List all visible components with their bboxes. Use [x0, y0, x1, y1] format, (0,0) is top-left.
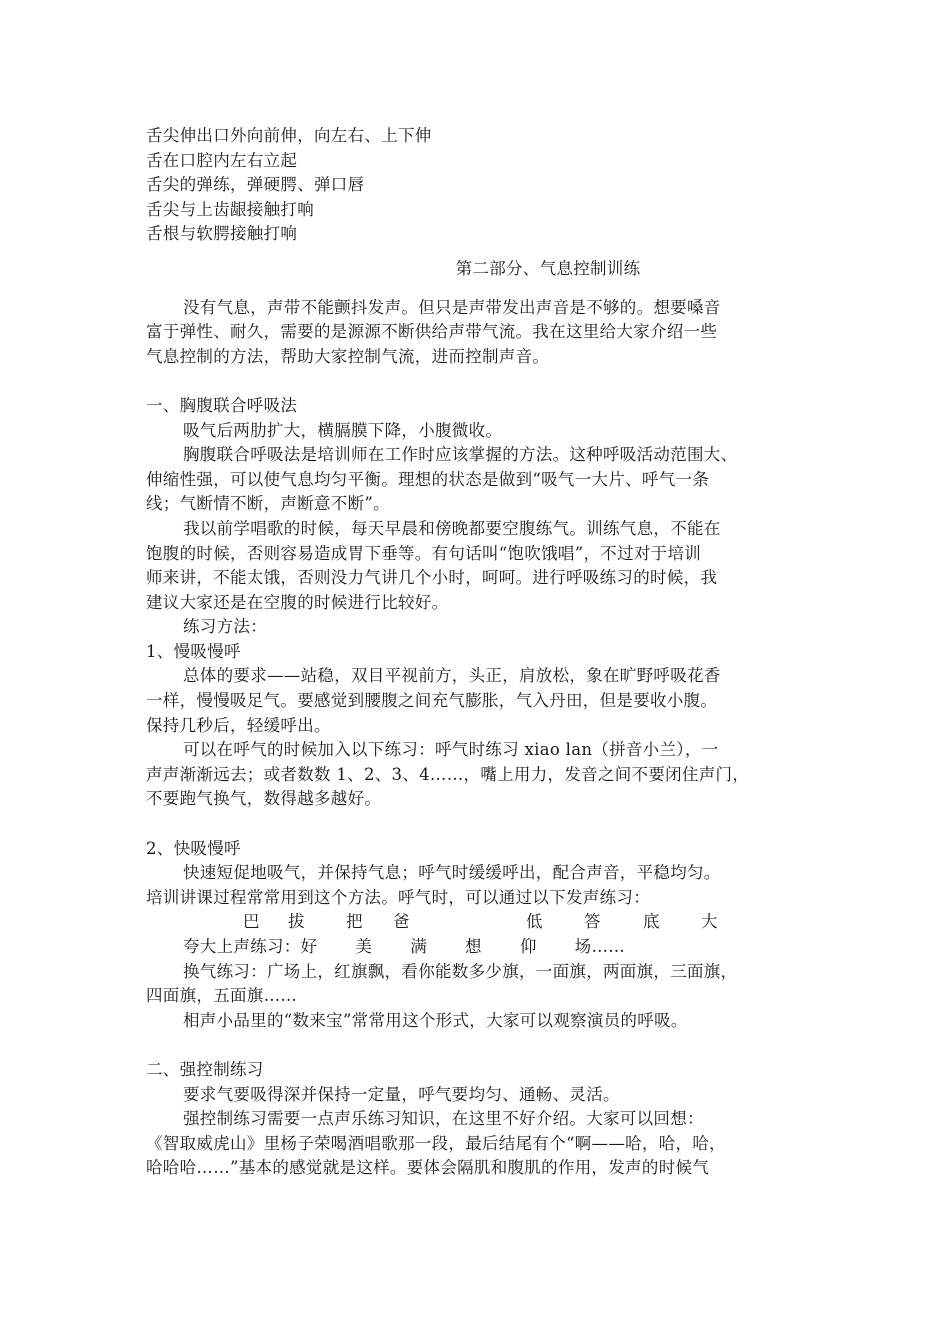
- method-heading: 2、快吸慢呼: [146, 838, 241, 858]
- paragraph-line: 声声渐渐远去；或者数数 1、2、3、4……，嘴上用力，发音之间不要闭住声门，: [146, 764, 750, 784]
- syllable: 拔: [288, 912, 305, 932]
- paragraph-line: 不要跑气换气，数得越多越好。: [146, 789, 382, 809]
- paragraph-line: 气息控制的方法，帮助大家控制气流，进而控制声音。: [146, 346, 550, 366]
- paragraph-line: 换气练习：广场上，红旗飘，看你能数多少旗，一面旗，两面旗，三面旗，: [183, 961, 738, 981]
- methods-label: 练习方法：: [183, 617, 267, 637]
- text-line: 舌尖的弹练，弹硬腭、弹口唇: [146, 175, 365, 195]
- subsection-heading: 二、强控制练习: [146, 1059, 264, 1079]
- practice-word: 好: [300, 937, 318, 956]
- exaggerate-practice-line: [146, 935, 808, 960]
- syllable: 底: [643, 912, 660, 932]
- paragraph-line: 要求气要吸得深并保持一定量，呼气要均匀、通畅、灵活。: [183, 1084, 620, 1104]
- syllable-row: [146, 910, 808, 935]
- syllable: 爸: [393, 912, 410, 932]
- paragraph-line: 可以在呼气的时候加入以下练习：呼气时练习 xiao lan（拼音小兰），一: [183, 740, 719, 760]
- paragraph-line: 建议大家还是在空腹的时候进行比较好。: [146, 592, 449, 612]
- exaggerate-label: 夸大上声练习：: [183, 937, 301, 956]
- paragraph-line: 吸气后两肋扩大，横膈膜下降，小腹微收。: [183, 420, 503, 440]
- text-line: 舌尖伸出口外向前伸，向左右、上下伸: [146, 126, 432, 145]
- document-body: [146, 124, 808, 1181]
- paragraph-line: 快速短促地吸气，并保持气息；呼气时缓缓呼出，配合声音，平稳均匀。: [183, 863, 721, 883]
- practice-word: 美: [355, 937, 373, 956]
- method-heading: 1、慢吸慢呼: [146, 641, 241, 661]
- text-line: 舌尖与上齿龈接触打响: [146, 199, 314, 219]
- syllable: 把: [346, 912, 363, 932]
- paragraph-line: 师来讲，不能太饿，否则没力气讲几个小时，呵呵。进行呼吸练习的时候，我: [146, 568, 718, 588]
- spacer: [146, 1033, 808, 1058]
- text-line: 舌在口腔内左右立起: [146, 150, 298, 170]
- paragraph-line: 哈哈哈……”基本的感觉就是这样。要体会隔肌和腹肌的作用，发声的时候气: [146, 1158, 710, 1178]
- practice-word: 仰: [519, 937, 537, 956]
- paragraph-line: 强控制练习需要一点声乐练习知识，在这里不好介绍。大家可以回想：: [183, 1109, 704, 1129]
- paragraph-line: 我以前学唱歌的时候，每天早晨和傍晚都要空腹练气。训练气息，不能在: [183, 518, 721, 538]
- paragraph-line: 富于弹性、耐久，需要的是源源不断供给声带气流。我在这里给大家介绍一些: [146, 322, 718, 342]
- paragraph-line: 饱腹的时候，否则容易造成胃下垂等。有句话叫“饱吹饿唱”，不过对于培训: [146, 543, 702, 563]
- paragraph-line: 相声小品里的“数来宝”常常用这个形式，大家可以观察演员的呼吸。: [183, 1010, 688, 1030]
- text-line: 舌根与软腭接触打响: [146, 224, 298, 244]
- practice-word: 想: [465, 937, 482, 956]
- syllable: 答: [584, 912, 601, 932]
- spacer: [146, 369, 808, 394]
- paragraph-line: 一样，慢慢吸足气。要感觉到腰腹之间充气膨胀，气入丹田，但是要收小腹。: [146, 691, 718, 711]
- syllable: 巴: [243, 912, 260, 932]
- practice-word: 场……: [574, 937, 626, 956]
- spacer: [146, 812, 808, 837]
- section-title: 第二部分、气息控制训练: [455, 258, 641, 278]
- paragraph-line: 线；气断情不断，声断意不断”。: [146, 494, 390, 514]
- paragraph-line: 胸腹联合呼吸法是培训师在工作时应该掌握的方法。这种呼吸活动范围大、: [183, 445, 738, 465]
- paragraph-line: 培训讲课过程常常用到这个方法。呼气时，可以通过以下发声练习：: [146, 887, 650, 907]
- paragraph-line: 保持几秒后，轻缓呼出。: [146, 715, 331, 735]
- paragraph-line: 总体的要求——站稳，双目平视前方，头正，肩放松，象在旷野呼吸花香: [183, 666, 721, 686]
- syllable: 大: [701, 912, 718, 932]
- subsection-heading: 一、胸腹联合呼吸法: [146, 395, 298, 415]
- paragraph-line: 《智取威虎山》里杨子荣喝酒唱歌那一段，最后结尾有个“啊——哈，哈，哈，: [146, 1133, 726, 1153]
- paragraph-line: 伸缩性强，可以使气息均匀平衡。理想的状态是做到“吸气一大片、呼气一条: [146, 469, 710, 489]
- practice-word: 满: [410, 937, 428, 956]
- paragraph-line: 四面旗，五面旗……: [146, 986, 298, 1006]
- paragraph-line: 没有气息，声带不能颤抖发声。但只是声带发出声音是不够的。想要嗓音: [183, 297, 721, 317]
- syllable: 低: [526, 912, 543, 932]
